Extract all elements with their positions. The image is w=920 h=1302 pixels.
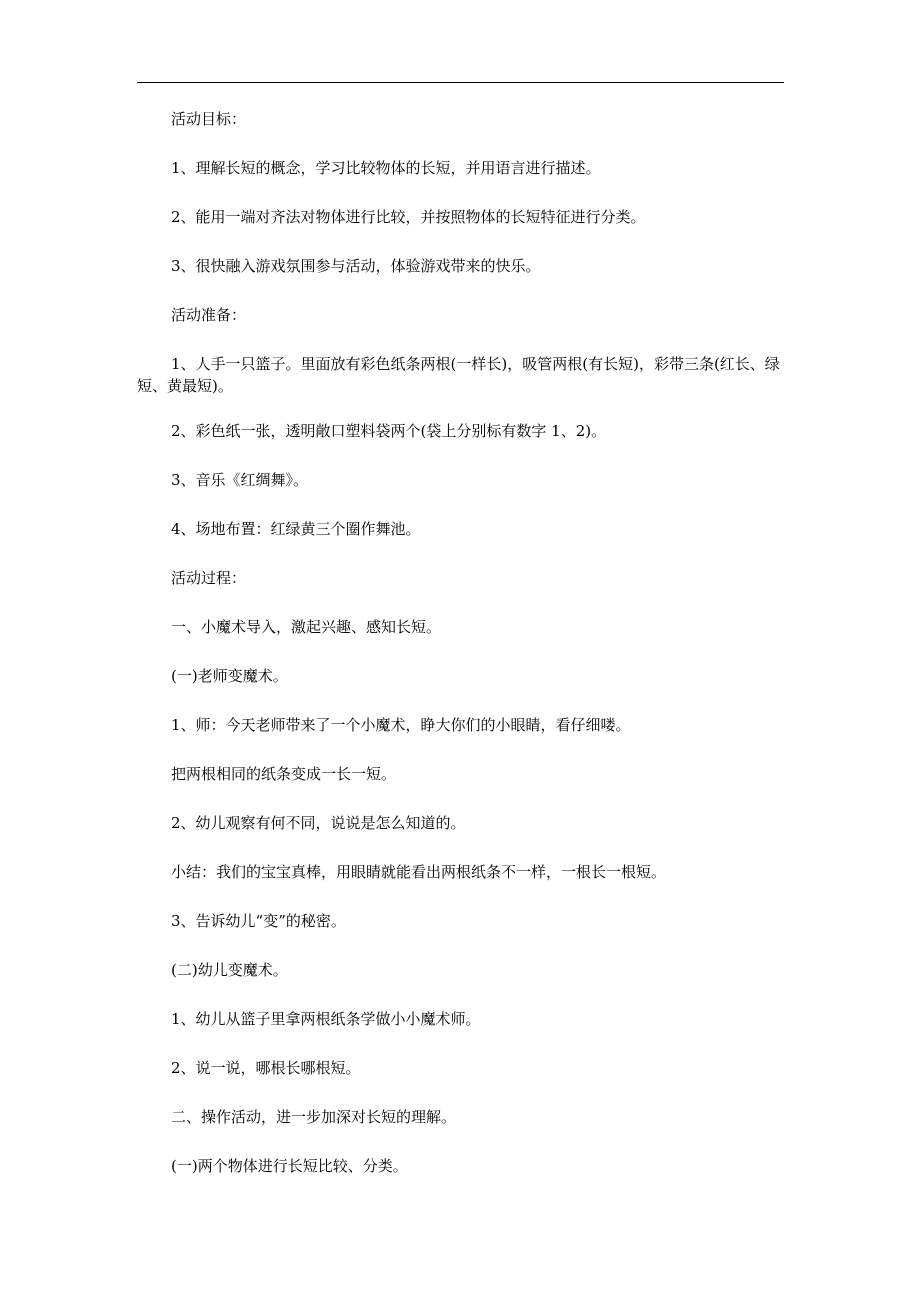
header-rule [137,82,784,83]
prep-item-2: 2、彩色纸一张，透明敞口塑料袋两个(袋上分别标有数字 1、2)。 [171,422,607,440]
heading-process: 活动过程： [171,569,247,587]
document-body [137,108,784,1204]
process-section-2: 二、操作活动，进一步加深对长短的理解。 [171,1108,457,1126]
process-step-4: 1、幼儿从篮子里拿两根纸条学做小小魔术师。 [171,1010,481,1028]
process-step-2: 2、幼儿观察有何不同，说说是怎么知道的。 [171,814,466,832]
process-subsection-2: (二)幼儿变魔术。 [171,961,288,979]
goal-item-1: 1、理解长短的概念，学习比较物体的长短，并用语言进行描述。 [171,159,601,177]
process-subsection-1: (一)老师变魔术。 [171,667,288,685]
process-summary: 小结：我们的宝宝真棒，用眼睛就能看出两根纸条不一样，一根长一根短。 [171,863,667,881]
heading-preparation: 活动准备： [171,306,247,324]
process-step-3: 3、告诉幼儿“变”的秘密。 [171,912,346,930]
goal-item-2: 2、能用一端对齐法对物体进行比较，并按照物体的长短特征进行分类。 [171,208,646,226]
prep-item-1: 1、人手一只篮子。里面放有彩色纸条两根(一样长)，吸管两根(有长短)，彩带三条(红长、绿短、黄最短)。 [137,355,780,395]
process-step-1-note: 把两根相同的纸条变成一长一短。 [171,765,397,783]
prep-item-3: 3、音乐《红绸舞》。 [171,471,309,489]
process-section-1: 一、小魔术导入，激起兴趣、感知长短。 [171,618,442,636]
heading-goals: 活动目标： [171,110,247,128]
goal-item-3: 3、很快融入游戏氛围参与活动，体验游戏带来的快乐。 [171,257,541,275]
process-step-1: 1、师：今天老师带来了一个小魔术，睁大你们的小眼睛，看仔细喽。 [171,716,631,734]
prep-item-4: 4、场地布置：红绿黄三个圈作舞池。 [171,520,421,538]
process-step-5: 2、说一说，哪根长哪根短。 [171,1059,361,1077]
process-subsection-3: (一)两个物体进行长短比较、分类。 [171,1157,408,1175]
